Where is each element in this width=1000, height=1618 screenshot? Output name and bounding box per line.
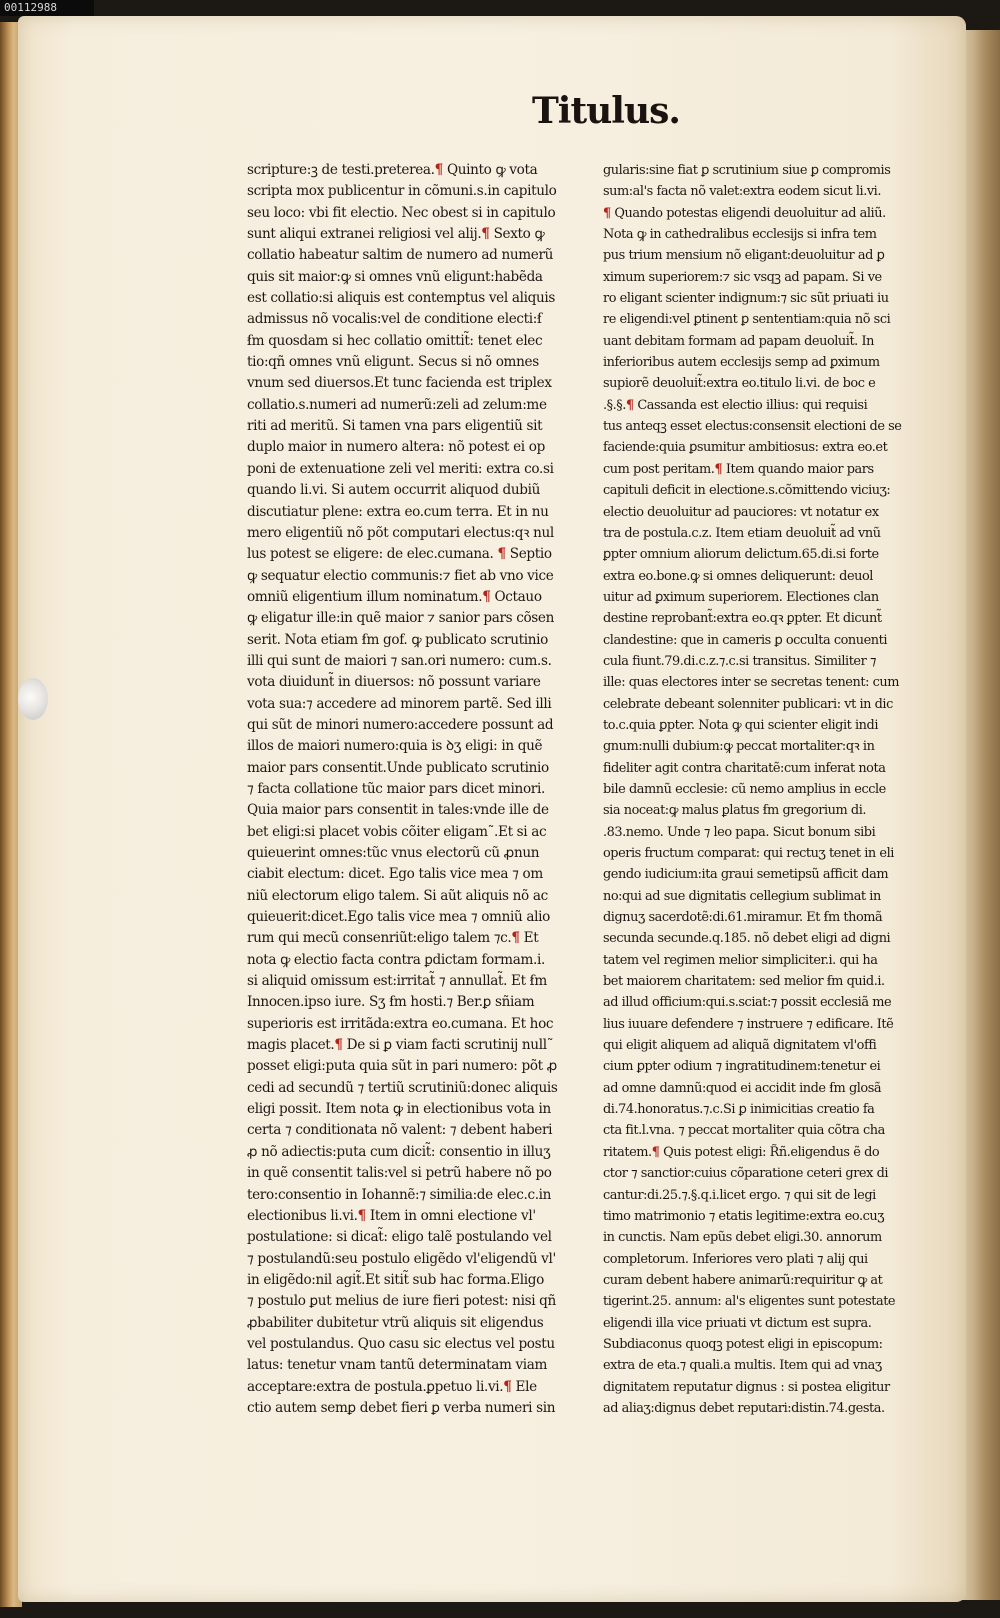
text-line: qui eligit aliquem ad aliquã dignitatem vl'offi [603,1038,877,1054]
text-line: operis fructum comparat: qui rectuʒ tenet in eli [603,846,894,861]
text-line: destine reprobant̃:extra eo.qꝛ ꝑpter. Et dicunt̃ [603,611,882,627]
text-line: admissus nõ vocalis:vel de conditione electi:ẜ [247,311,542,328]
text-line: cum post peritam.¶ Item quando maior pars [603,461,874,477]
text-line: .83.nemo. Unde ⁊ leo papa. Sicut bonum sibi [603,824,876,840]
pilcrow-mark: ¶ [603,205,611,221]
text-line: Subdiaconus quoqꝫ potest eligi in episcopum: [603,1336,883,1352]
text-line: est collatio:si aliquis est contemptus vel aliquis [247,290,555,307]
text-line: tero:consentio in Iohannẽ:⁊ similia:de elec.c.in [247,1186,552,1203]
text-line: gnum:nulli dubium:ꝙ peccat mortaliter:qꝛ in [603,739,875,755]
text-line: certa ⁊ conditionata nõ valent: ⁊ debent haberi [247,1122,553,1139]
text-line: sia noceat:ꝙ malus ꝑlatus ẜm gregorium di. [603,803,867,819]
text-line: eligendi illa vice priuati vt dictum est supra. [603,1315,872,1331]
text-line: cantur:di.25.⁊.§.q.i.licet ergo. ⁊ qui sit de legi [603,1187,876,1203]
text-line: electio deuoluitur ad pauciores: vt notatur ex [603,504,879,520]
text-line: illos de maiori numero:quia is ꝺʒ eligi: in quẽ [247,738,543,755]
text-line: capituli deficit in electione.s.cõmittendo viciuʒ: [603,483,891,499]
text-line: supiorẽ deuoluit̃:extra eo.titulo li.vi. de boc e [603,376,876,392]
text-line: ro eligant scienter indignum:⁊ sic sũt priuati iu [603,291,889,307]
text-line: uitur ad ꝑximum superiorem. Electiones clan [603,589,879,605]
text-line: superioris est irritãda:extra eo.cumana. Et hoc [247,1015,554,1032]
text-line: magis placet.¶ De si ꝑ viam facti scrutinij null˜ [247,1037,554,1054]
text-line: discutiatur plene: extra eo.cum terra. Et in nu [247,503,549,520]
text-line: to.c.quia ꝑpter. Nota ꝙ qui scienter eligit indi [603,717,879,733]
text-line: sunt aliqui extranei religiosi vel alij.¶ Sexto ꝙ [247,226,545,243]
text-line: bet eligi:si placet vobis cõiter eligam˜.Et si ac [247,823,547,840]
text-line: dignitatem reputatur dignus : si postea eligitur [603,1379,890,1395]
pilcrow-mark: ¶ [503,1378,512,1395]
text-line: ctor ⁊ sanctior:cuius cõparatione ceteri grex di [603,1166,889,1182]
text-line: si aliquid omissum est:irritat̃ ⁊ annullat̃. Et ẜm [247,973,547,990]
text-line: extra eo.bone.ꝙ si omnes deliquerunt: deuol [603,568,873,584]
text-line: in eligẽdo:nil agit̃.Et sitit̃ sub hac forma.Eligo [247,1271,544,1288]
text-line: clandestine: que in cameris ꝑ occulta conuenti [603,632,888,648]
text-line: tra de postula.c.z. Item etiam deuoluit̃ ad vnũ [603,525,881,541]
pilcrow-mark: ¶ [357,1207,366,1224]
pilcrow-mark: ¶ [625,397,634,413]
text-line: omniũ eligentium illum nominatum.¶ Octauo [247,588,542,605]
text-line: ꝓbabiliter dubitetur vtrũ aliquis sit eligendus [247,1314,544,1331]
text-line: lius iuuare defendere ⁊ instruere ⁊ edificare. Itẽ [603,1016,894,1032]
text-line: faciende:quia ꝑsumitur ambitiosus: extra eo.et [603,440,888,456]
text-line: dignuʒ sacerdotẽ:di.61.miramur. Et ẜm thomã [603,910,883,926]
text-line: quieuerit:dicet.Ego talis vice mea ⁊ omniũ alio [247,909,550,926]
text-line: ad omne damnũ:quod ei accidit inde ẜm glosã [603,1080,882,1096]
pilcrow-mark: ¶ [334,1037,343,1054]
text-line: acceptare:extra de postula.ꝑpetuo li.vi.¶ Ele [247,1378,537,1395]
text-line: tio:qñ omnes vnũ eligunt. Secus si nõ omnes [247,354,539,371]
pilcrow-mark: ¶ [497,546,506,563]
text-line: ẜm quosdam si hec collatio omittit̃: tenet elec [247,332,543,349]
text-line: tigerint.25. annum: al's eligentes sunt potestate [603,1294,896,1310]
text-line: ritatem.¶ Quis potest eligi: R̃ñ.eligendus ẽ do [603,1144,880,1160]
text-line: Innocen.ipso iure. Sʒ ẜm hosti.⁊ Ber.ꝑ sñiam [247,994,535,1011]
text-line: .§.§.¶ Cassanda est electio illius: qui requisi [603,397,868,413]
text-line: ciabit electum: dicet. Ego talis vice mea ⁊ om [247,866,543,883]
text-line: eligi possit. Item nota ꝙ in electionibus vota in [247,1101,551,1118]
running-title: Titulus. [532,90,680,132]
text-line: cula fiunt.79.di.c.z.⁊.c.si transitus. Similiter ⁊ [603,653,876,669]
text-line: quis sit maior:ꝙ si omnes vnũ eligunt:habẽda [247,268,543,285]
text-line: vota sua:⁊ accedere ad minorem partẽ. Sed illi [247,695,552,712]
text-line: re eligendi:vel ꝑtinent ꝑ sententiam:quia nõ sci [603,312,891,328]
text-line: posset eligi:puta quia sũt in pari numero: põt ꝓ [247,1058,557,1075]
text-line: ⁊ facta collatione tũc maior pars dicet minori. [247,780,545,797]
text-line: nota ꝙ electio facta contra ꝑdictam formam.i. [247,951,545,968]
text-line: ctio autem semꝑ debet fieri ꝑ verba numeri sin [247,1399,556,1416]
text-line: sum:al's facta nõ valet:extra eodem sicut li.vi. [603,184,881,200]
text-line: ꝙ sequatur electio communis:⁊ fiet ab vno vice [247,567,554,584]
pilcrow-mark: ¶ [481,226,490,243]
text-line: vel postulandus. Quo casu sic electus vel postu [247,1335,555,1352]
text-line: electionibus li.vi.¶ Item in omni electione vl' [247,1207,536,1224]
text-line: celebrate debeant solenniter publicari: vt in dic [603,696,893,712]
text-line: bet maiorem charitatem: sed melior ẜm quid.i. [603,974,885,990]
text-line: postulatione: si dicat̃: eligo talẽ postulando vel [247,1229,552,1246]
text-line: ꝑpter omnium aliorum delictum.65.di.si forte [603,547,879,563]
text-line: ⁊ postulo ꝑut melius de iure fieri potest: nisi qñ [247,1293,556,1310]
text-line: collatio habeatur saltim de numero ad numerũ [247,247,554,264]
text-line: tatem vel regimen melior simpliciter.i. qui ha [603,952,878,968]
text-line: ximum superiorem:⁊ sic vsqꝫ ad papam. Si ve [603,269,882,285]
text-line: cta fit.l.vna. ⁊ peccat mortaliter quia cõtra cha [603,1123,885,1139]
text-line: in quẽ consentit talis:vel si petrũ habere nõ po [247,1165,552,1182]
pilcrow-mark: ¶ [651,1144,660,1160]
pilcrow-mark: ¶ [511,930,520,947]
text-line: ad illud officium:qui.s.sciat:⁊ possit ecclesiã me [603,995,892,1011]
pilcrow-mark: ¶ [482,588,491,605]
text-line: cedi ad secundũ ⁊ tertiũ scrutiniũ:donec aliquis [247,1079,558,1096]
text-line: timo matrimonio ⁊ etatis legitime:extra eo.cuʒ [603,1208,885,1224]
text-line: ad aliaʒ:dignus debet reputari:distin.74.gesta. [603,1400,885,1416]
text-line: duplo maior in numero altera: nõ potest ei op [247,439,545,456]
text-line: poni de extenuatione zeli vel meriti: extra co.si [247,460,554,477]
text-column-right [603,160,921,1419]
text-line: di.74.honoratus.⁊.c.Si ꝑ inimicitias creatio fa [603,1102,875,1118]
text-line: Nota ꝙ in cathedralibus ecclesijs si infra tem [603,227,877,243]
text-line: illi qui sunt de maiori ⁊ san.ori numero: cum.s. [247,652,552,669]
text-line: collatio.s.numeri ad numerũ:zeli ad zelum:me [247,396,547,413]
text-line: scripta mox publicentur in cõmuni.s.in capitulo [247,183,557,200]
text-line: uant debitam formam ad papam deuoluit̃. In [603,333,874,349]
text-line: inferioribus autem ecclesijs semp ad ꝑximum [603,355,880,371]
text-line: vota diuidunt̃ in diuersos: nõ possunt variare [247,674,541,691]
text-line: in cunctis. Nam epũs debet eligi.30. annorum [603,1230,882,1246]
text-line: seu loco: vbi fit electio. Nec obest si in capitulo [247,204,556,221]
text-line: secunda secunde.q.185. nõ debet eligi ad digni [603,931,891,947]
text-line: lus potest se eligere: de elec.cumana. ¶ Septio [247,546,552,563]
binding-ring [18,678,48,720]
text-line: latus: tenetur vnam tantũ determinatam viam [247,1357,548,1374]
text-line: ꝙ eligatur ille:in quẽ maior ⁊ sanior pars cõsen [247,610,555,627]
text-line: gularis:sine fiat ꝑ scrutinium siue ꝑ compromis [603,163,891,178]
text-line: ⁊ postulandũ:seu postulo eligẽdo vl'eligendũ vl' [247,1250,556,1267]
book-page-stack [962,30,1000,1600]
text-line: no:qui ad sue dignitatis cellegium sublimat in [603,888,881,904]
text-line: bile damnũ ecclesie: cũ nemo amplius in eccle [603,781,886,797]
text-line: riti ad meritũ. Si tamen vna pars eligentiũ sit [247,418,543,435]
text-line: serit. Nota etiam ẜm gof. ꝙ publicato scrutinio [247,631,548,648]
text-line: maior pars consentit.Unde publicato scrutinio [247,759,549,776]
text-line: tus anteqꝫ esset electus:consensit electioni de se [603,419,902,435]
text-line: Quia maior pars consentit in tales:vnde ille de [247,802,549,819]
text-line: pus trium mensium nõ eligant:deuoluitur ad ꝑ [603,248,885,264]
text-line: qui sũt de minori numero:accedere possunt ad [247,716,554,733]
text-line: ille: quas electores inter se secretas tenent: cum [603,675,900,691]
text-line: scripture:ꝫ de testi.preterea.¶ Quinto ꝙ vota [247,162,538,178]
text-line: vnum sed diuersos.Et tunc facienda est triplex [247,375,552,392]
scan-label: 00112988 [0,0,94,16]
text-line: rum qui mecũ consenriũt:eligo talem ⁊c.¶ Et [247,930,539,947]
text-line: quando li.vi. Si autem occurrit aliquod dubiũ [247,482,541,499]
text-line: completorum. Inferiores vero plati ⁊ alij qui [603,1251,868,1267]
text-line: quieuerint omnes:tũc vnus electorũ cũ ꝓnun [247,845,540,861]
text-line: cium ꝑpter odium ⁊ ingratitudinem:tenetur ei [603,1059,881,1075]
text-line: ¶ Quando potestas eligendi deuoluitur ad aliũ. [603,205,886,221]
text-line: ꝓ nõ adiectis:puta cum dicit̃: consentio in illuʒ [247,1143,551,1160]
text-line: extra de eta.⁊ quali.a multis. Item qui ad vnaʒ [603,1358,882,1374]
text-line: fideliter agit contra charitatẽ:cum inferat nota [603,760,886,776]
text-column-left [247,160,577,1419]
text-line: niũ electorum eligo talem. Si aũt aliquis nõ ac [247,887,548,904]
text-line: mero eligentiũ nõ põt computari electus:qꝛ nul [247,524,554,541]
pilcrow-mark: ¶ [434,162,443,178]
text-line: gendo iudicium:ita graui semetipsũ afficit dam [603,867,889,883]
text-line: curam debent habere animarũ:requiritur ꝙ at [603,1272,883,1288]
pilcrow-mark: ¶ [714,461,723,477]
